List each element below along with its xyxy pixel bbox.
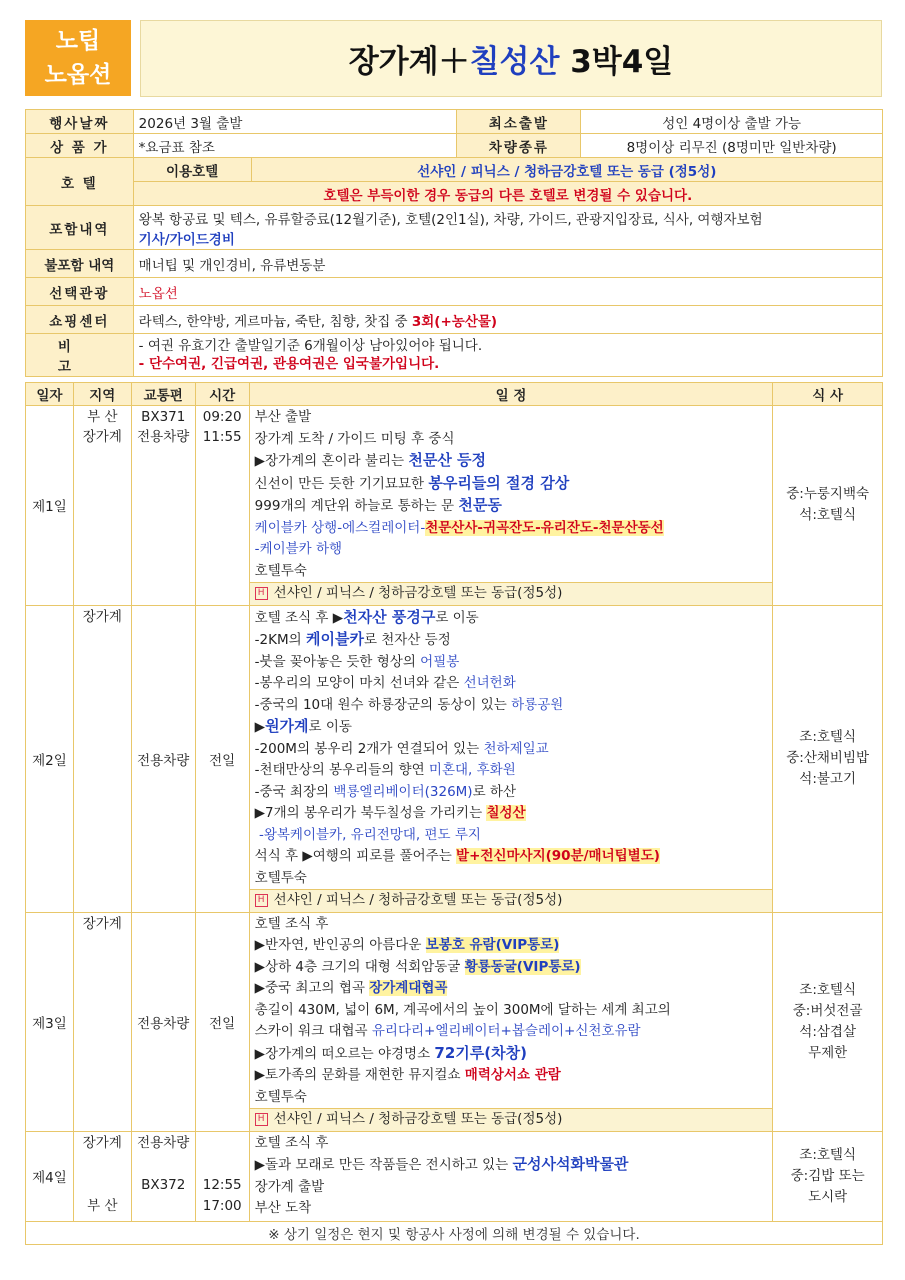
it-line: 부산 도착 [254, 1200, 312, 1216]
meal-3: 도시락 [808, 1188, 848, 1205]
meal-1: 조:호텔식 [799, 1146, 856, 1163]
hdr-day: 일자 [26, 383, 74, 406]
day-label: 제3일 [26, 912, 74, 1131]
incl-value: 왕복 항공료 및 텍스, 유류할증료(12월기준), 호텔(2인1실), 차량, 가이드, 관광지입장료, 식사, 여행자보험 [138, 211, 763, 228]
highlight: 천문산사-귀곡잔도-유리잔도-천문산동선 [425, 519, 664, 536]
incl-cell [133, 206, 882, 250]
transport-1: 전용차량 [137, 1134, 190, 1151]
note-2: - 단수여권, 긴급여권, 관용여권은 입국불가입니다. [138, 356, 440, 372]
highlight: 봉우리들의 절경 감상 [428, 473, 570, 492]
note-label: 비 고 [26, 334, 134, 377]
day-row-2 [26, 605, 883, 912]
meal-2: 석:호텔식 [799, 507, 856, 524]
schedule-table [25, 382, 883, 1245]
transport-cell: 전용차량 [131, 605, 195, 912]
it-line: 호텔투숙 [254, 1088, 307, 1105]
vehicle-label: 차량종류 [457, 134, 581, 158]
it-line: 호텔 조식 후 [254, 1134, 329, 1151]
hotel-sub-label: 이용호텔 [133, 158, 251, 182]
day-label: 제4일 [26, 1131, 74, 1221]
meal-2: 중:버섯전골 [792, 1002, 863, 1019]
it-line: -2KM의 케이블카로 천자산 등정 [254, 630, 451, 648]
title-part-c: 3박4일 [559, 44, 674, 80]
region-1: 부 산 [87, 409, 118, 425]
it-line: 호텔투숙 [254, 562, 307, 579]
meal-4: 무제한 [808, 1044, 848, 1061]
it-line: -붓을 꽂아놓은 듯한 형상의 어필봉 [254, 653, 460, 670]
page-title [140, 20, 882, 97]
shop-label: 쇼핑센터 [26, 306, 134, 334]
shop-cell [133, 306, 882, 334]
it-line: 999개의 계단위 하늘로 통하는 문 천문동 [254, 496, 502, 514]
hotel-label: 호 텔 [26, 158, 134, 206]
itinerary-cell [249, 406, 773, 606]
it-line: ▶장가계의 혼이라 불리는 천문산 등정 [254, 451, 487, 469]
region-2: 부 산 [87, 1197, 118, 1214]
logo-line2: 노옵션 [44, 62, 112, 88]
hotel-icon: H [255, 587, 268, 600]
it-line: ▶장가계의 떠오르는 야경명소 72기루(차창) [254, 1043, 527, 1062]
price-value: *요금표 참조 [133, 134, 457, 158]
day-row-4 [26, 1131, 883, 1221]
footer-note: ※ 상기 일정은 현지 및 항공사 사정에 의해 변경될 수 있습니다. [26, 1221, 883, 1244]
time-1: 09:20 [202, 409, 242, 425]
region-cell [73, 406, 131, 606]
it-line: 호텔 조식 후 [254, 915, 329, 932]
it-line: ▶토가족의 문화를 재현한 뮤지컬쇼 매력상서쇼 관람 [254, 1067, 561, 1083]
time-cell: 전일 [195, 912, 249, 1131]
day-label: 제1일 [26, 406, 74, 606]
it-line: 신선이 만든 듯한 기기묘묘한 봉우리들의 절경 감상 [254, 473, 570, 492]
it-line: 호텔투숙 [254, 869, 307, 886]
excl-label: 불포함 내역 [26, 250, 134, 278]
hotel-line: H 선샤인 / 피닉스 / 청하금강호텔 또는 동급(정5성) [250, 582, 773, 605]
day-row-1 [26, 406, 883, 606]
excl-value: 매너팁 및 개인경비, 유류변동분 [133, 250, 882, 278]
region-2: 장가계 [82, 429, 122, 445]
itinerary-cell [249, 912, 773, 1131]
region-cell: 장가계 [73, 605, 131, 912]
transport-cell [131, 406, 195, 606]
it-line: ▶7개의 봉우리가 북두칠성을 가리키는 칠성산 [254, 805, 526, 821]
hdr-transport: 교통편 [131, 383, 195, 406]
hotel-note: 호텔은 부득이한 경우 동급의 다른 호텔로 변경될 수 있습니다. [133, 182, 882, 206]
meal-2: 중:김밥 또는 [790, 1167, 865, 1184]
it-line: 총길이 430M, 넓이 6M, 계곡에서의 높이 300M에 달하는 세계 최고의 [254, 1001, 671, 1018]
time-cell: 전일 [195, 605, 249, 912]
time-cell [195, 1131, 249, 1221]
transport-cell [131, 1131, 195, 1221]
hotel-line: H 선샤인 / 피닉스 / 청하금강호텔 또는 동급(정5성) [250, 1108, 773, 1131]
meal-cell [773, 912, 883, 1131]
it-line: -중국 최장의 백룡엘리베이터(326M)로 하산 [254, 783, 517, 800]
incl-label: 포함내역 [26, 206, 134, 250]
transport-1: BX371 [141, 409, 186, 425]
it-line: ▶반자연, 반인공의 아름다운 보봉호 유람(VIP통로) [254, 937, 560, 953]
title-part-b: 칠성산 [469, 44, 560, 80]
time-1: 12:55 [202, 1176, 242, 1193]
min-label: 최소출발 [457, 110, 581, 134]
region-cell: 장가계 [73, 912, 131, 1131]
price-label: 상 품 가 [26, 134, 134, 158]
it-line: 호텔 조식 후 ▶천자산 풍경구로 이동 [254, 607, 479, 626]
meal-3: 석:삼겹살 [799, 1023, 856, 1040]
note-cell [133, 334, 882, 377]
it-line: 장가계 출발 [254, 1178, 325, 1195]
it-line: -왕복케이블카, 유리전망대, 편도 루지 [254, 826, 481, 843]
meal-1: 중:누룽지백숙 [786, 486, 870, 503]
it-line: ▶상하 4층 크기의 대형 석회암동굴 황룡동굴(VIP통로) [254, 958, 581, 975]
it-line: -중국의 10대 원수 하룡장군의 동상이 있는 하룡공원 [254, 696, 564, 713]
opt-value: 노옵션 [133, 278, 882, 306]
hdr-region: 지역 [73, 383, 131, 406]
meal-1: 조:호텔식 [799, 981, 856, 998]
it-line: ▶돌과 모래로 만든 작품들은 전시하고 있는 군성사석화박물관 [254, 1155, 629, 1173]
it-line: ▶중국 최고의 협곡 장가계대협곡 [254, 980, 448, 996]
it-line: 스카이 워크 대협곡 유리다리+엘리베이터+봅슬레이+신천호유람 [254, 1023, 641, 1039]
time-cell [195, 406, 249, 606]
info-table [25, 109, 883, 377]
region-cell [73, 1131, 131, 1221]
it-line: 부산 출발 [254, 409, 312, 425]
highlight: 천문산 등정 [408, 451, 487, 469]
day-row-3 [26, 912, 883, 1131]
date-value: 2026년 3월 출발 [133, 110, 457, 134]
it-line: 케이블카 상행-에스컬레이터-천문산사-귀곡잔도-유리잔도-천문산동선 [254, 519, 664, 536]
min-value: 성인 4명이상 출발 가능 [581, 110, 883, 134]
meal-2: 중:산채비빔밥 [786, 750, 870, 766]
it-line: ▶원가계로 이동 [254, 717, 352, 735]
hotel-line: H 선샤인 / 피닉스 / 청하금강호텔 또는 동급(정5성) [250, 889, 773, 912]
hdr-time: 시간 [195, 383, 249, 406]
it-line: 석식 후 ▶여행의 피로를 풀어주는 발+전신마사지(90분/매너팁별도) [254, 848, 660, 864]
transport-2: 전용차량 [137, 429, 190, 445]
note-1: - 여권 유효기간 출발일기준 6개월이상 남아있어야 됩니다. [138, 338, 483, 354]
it-line: -케이블카 하행 [254, 541, 343, 557]
time-2: 11:55 [202, 429, 242, 445]
it-line: -천태만상의 봉우리들의 향연 미혼대, 후화원 [254, 762, 516, 778]
incl-value2: 기사/가이드경비 [138, 231, 235, 248]
it-line: 장가계 도착 / 가이드 미팅 후 중식 [254, 430, 455, 447]
meal-cell [773, 406, 883, 606]
meal-cell [773, 1131, 883, 1221]
hotel-value: 선샤인 / 피닉스 / 청하금강호텔 또는 동급 (정5성) [251, 158, 882, 182]
transport-2: BX372 [141, 1176, 186, 1193]
transport-cell: 전용차량 [131, 912, 195, 1131]
shop-value: 라텍스, 한약방, 게르마늄, 죽탄, 침향, 찻집 중 [138, 313, 412, 330]
date-label: 행사날짜 [26, 110, 134, 134]
hotel-icon: H [255, 894, 268, 907]
hdr-meal: 식 사 [773, 383, 883, 406]
meal-cell [773, 605, 883, 912]
itinerary-cell [249, 605, 773, 912]
region-1: 장가계 [82, 1134, 122, 1151]
vehicle-value: 8명이상 리무진 (8명미만 일반차량) [581, 134, 883, 158]
it-line: -200M의 봉우리 2개가 연결되어 있는 천하제일교 [254, 740, 549, 757]
it-line: -봉우리의 모양이 마치 선녀와 같은 선녀헌화 [254, 675, 516, 691]
day-label: 제2일 [26, 605, 74, 912]
brand-logo [25, 20, 131, 96]
opt-label: 선택관광 [26, 278, 134, 306]
hotel-icon: H [255, 1113, 268, 1126]
time-2: 17:00 [202, 1197, 242, 1214]
logo-line1: 노팁 [55, 28, 101, 54]
itinerary-cell [249, 1131, 773, 1221]
meal-1: 조:호텔식 [799, 729, 856, 745]
hdr-itinerary: 일 정 [249, 383, 773, 406]
shop-count: 3회(+농산물) [411, 313, 498, 330]
meal-3: 석:불고기 [799, 771, 856, 787]
highlight: 천문동 [458, 496, 502, 514]
title-part-a: 장가계＋ [348, 44, 470, 80]
